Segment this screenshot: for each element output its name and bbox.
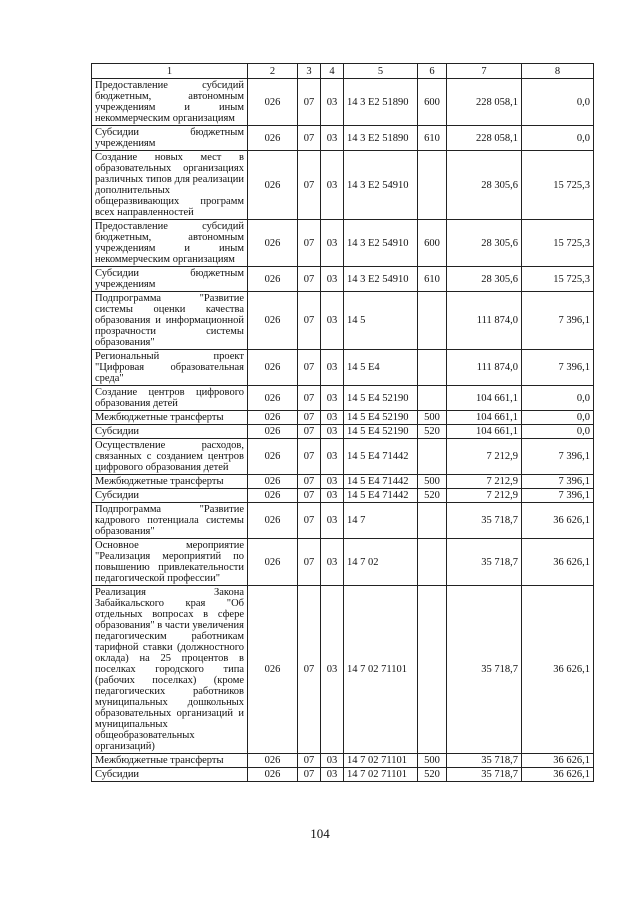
row-name-cell: Подпрограмма "Развитие системы оценки качества образования и информационной прозрачности системы образования" (92, 292, 248, 350)
target-article-cell: 14 7 02 71101 (344, 586, 418, 754)
target-article-cell: 14 5 E4 52190 (344, 386, 418, 411)
expense-type-cell: 600 (418, 79, 447, 126)
expense-type-cell: 500 (418, 475, 447, 489)
section-cell: 07 (298, 126, 321, 151)
amount-col8-cell: 7 396,1 (522, 489, 594, 503)
table-row (92, 386, 594, 411)
subsection-cell: 03 (321, 79, 344, 126)
table-row (92, 151, 594, 220)
subsection-cell: 03 (321, 439, 344, 475)
amount-col8-cell: 0,0 (522, 386, 594, 411)
target-article-cell: 14 5 E4 71442 (344, 475, 418, 489)
admin-code-cell: 026 (248, 79, 298, 126)
row-name-cell: Субсидии (92, 489, 248, 503)
amount-col7-cell: 104 661,1 (447, 386, 522, 411)
target-article-cell: 14 5 E4 (344, 350, 418, 386)
row-name-cell: Осуществление расходов, связанных с созданием центров цифрового образования детей (92, 439, 248, 475)
header-row (92, 64, 594, 79)
table-row (92, 586, 594, 754)
column-header: 6 (418, 64, 447, 79)
expense-type-cell (418, 386, 447, 411)
row-name-cell: Субсидии бюджетным учреждениям (92, 126, 248, 151)
admin-code-cell: 026 (248, 220, 298, 267)
expense-type-cell: 520 (418, 425, 447, 439)
table-row (92, 539, 594, 586)
amount-col8-cell: 15 725,3 (522, 267, 594, 292)
row-name-cell: Предоставление субсидий бюджетным, автономным учреждениям и иным некоммерческим организациям (92, 79, 248, 126)
amount-col8-cell: 36 626,1 (522, 539, 594, 586)
amount-col7-cell: 7 212,9 (447, 475, 522, 489)
row-name-cell: Субсидии (92, 768, 248, 782)
section-cell: 07 (298, 539, 321, 586)
subsection-cell: 03 (321, 425, 344, 439)
target-article-cell: 14 3 E2 54910 (344, 267, 418, 292)
amount-col8-cell: 0,0 (522, 411, 594, 425)
subsection-cell: 03 (321, 151, 344, 220)
subsection-cell: 03 (321, 754, 344, 768)
amount-col8-cell: 7 396,1 (522, 475, 594, 489)
section-cell: 07 (298, 439, 321, 475)
subsection-cell: 03 (321, 768, 344, 782)
amount-col8-cell: 15 725,3 (522, 151, 594, 220)
subsection-cell: 03 (321, 126, 344, 151)
admin-code-cell: 026 (248, 754, 298, 768)
amount-col8-cell: 7 396,1 (522, 350, 594, 386)
subsection-cell: 03 (321, 267, 344, 292)
expense-type-cell (418, 292, 447, 350)
section-cell: 07 (298, 350, 321, 386)
amount-col7-cell: 7 212,9 (447, 489, 522, 503)
row-name-cell: Межбюджетные трансферты (92, 754, 248, 768)
row-name-cell: Подпрограмма "Развитие кадрового потенциала системы образования" (92, 503, 248, 539)
admin-code-cell: 026 (248, 539, 298, 586)
table-row (92, 126, 594, 151)
section-cell: 07 (298, 754, 321, 768)
expense-type-cell: 500 (418, 411, 447, 425)
amount-col8-cell: 36 626,1 (522, 503, 594, 539)
amount-col8-cell: 7 396,1 (522, 292, 594, 350)
subsection-cell: 03 (321, 539, 344, 586)
section-cell: 07 (298, 489, 321, 503)
admin-code-cell: 026 (248, 768, 298, 782)
admin-code-cell: 026 (248, 126, 298, 151)
admin-code-cell: 026 (248, 439, 298, 475)
subsection-cell: 03 (321, 386, 344, 411)
table-row (92, 292, 594, 350)
admin-code-cell: 026 (248, 489, 298, 503)
admin-code-cell: 026 (248, 586, 298, 754)
expense-type-cell (418, 151, 447, 220)
amount-col8-cell: 15 725,3 (522, 220, 594, 267)
amount-col7-cell: 35 718,7 (447, 586, 522, 754)
amount-col7-cell: 28 305,6 (447, 220, 522, 267)
admin-code-cell: 026 (248, 425, 298, 439)
subsection-cell: 03 (321, 292, 344, 350)
subsection-cell: 03 (321, 503, 344, 539)
section-cell: 07 (298, 386, 321, 411)
target-article-cell: 14 5 E4 71442 (344, 489, 418, 503)
section-cell: 07 (298, 79, 321, 126)
amount-col7-cell: 35 718,7 (447, 768, 522, 782)
column-header: 4 (321, 64, 344, 79)
row-name-cell: Субсидии (92, 425, 248, 439)
row-name-cell: Предоставление субсидий бюджетным, автономным учреждениям и иным некоммерческим организациям (92, 220, 248, 267)
target-article-cell: 14 3 E2 54910 (344, 151, 418, 220)
table-row (92, 489, 594, 503)
amount-col7-cell: 35 718,7 (447, 539, 522, 586)
admin-code-cell: 026 (248, 292, 298, 350)
expense-type-cell: 500 (418, 754, 447, 768)
amount-col8-cell: 36 626,1 (522, 754, 594, 768)
row-name-cell: Межбюджетные трансферты (92, 411, 248, 425)
amount-col7-cell: 104 661,1 (447, 425, 522, 439)
column-header: 7 (447, 64, 522, 79)
row-name-cell: Создание новых мест в образовательных организациях различных типов для реализации дополнительных общеразвивающих программ всех направленностей (92, 151, 248, 220)
section-cell: 07 (298, 425, 321, 439)
target-article-cell: 14 5 E4 52190 (344, 425, 418, 439)
admin-code-cell: 026 (248, 267, 298, 292)
section-cell: 07 (298, 768, 321, 782)
target-article-cell: 14 5 (344, 292, 418, 350)
table-row (92, 425, 594, 439)
table-row (92, 79, 594, 126)
amount-col8-cell: 36 626,1 (522, 586, 594, 754)
amount-col7-cell: 228 058,1 (447, 79, 522, 126)
row-name-cell: Реализация Закона Забайкальского края "Об отдельных вопросах в сфере образования" в части увеличения педагогическим работникам тарифной ставки (должностного оклада) на 25 процентов в поселках городского типа (рабочих поселках) (кроме педагогических работников муниципальных дошкольных образовательных организаций и муниципальных общеобразовательных организаций) (92, 586, 248, 754)
row-name-cell: Межбюджетные трансферты (92, 475, 248, 489)
expense-type-cell: 610 (418, 267, 447, 292)
section-cell: 07 (298, 151, 321, 220)
amount-col8-cell: 36 626,1 (522, 768, 594, 782)
subsection-cell: 03 (321, 475, 344, 489)
amount-col8-cell: 7 396,1 (522, 439, 594, 475)
admin-code-cell: 026 (248, 411, 298, 425)
row-name-cell: Создание центров цифрового образования детей (92, 386, 248, 411)
amount-col7-cell: 7 212,9 (447, 439, 522, 475)
column-header: 2 (248, 64, 298, 79)
section-cell: 07 (298, 411, 321, 425)
amount-col7-cell: 28 305,6 (447, 267, 522, 292)
column-header: 5 (344, 64, 418, 79)
table-body (92, 79, 594, 782)
target-article-cell: 14 7 (344, 503, 418, 539)
table-row (92, 439, 594, 475)
row-name-cell: Основное мероприятие "Реализация мероприятий по повышению привлекательности педагогической профессии" (92, 539, 248, 586)
table-row (92, 475, 594, 489)
amount-col7-cell: 111 874,0 (447, 350, 522, 386)
target-article-cell: 14 5 E4 71442 (344, 439, 418, 475)
subsection-cell: 03 (321, 411, 344, 425)
amount-col7-cell: 35 718,7 (447, 754, 522, 768)
amount-col7-cell: 228 058,1 (447, 126, 522, 151)
table-row (92, 503, 594, 539)
section-cell: 07 (298, 292, 321, 350)
section-cell: 07 (298, 220, 321, 267)
section-cell: 07 (298, 267, 321, 292)
target-article-cell: 14 3 E2 54910 (344, 220, 418, 267)
target-article-cell: 14 5 E4 52190 (344, 411, 418, 425)
target-article-cell: 14 3 E2 51890 (344, 79, 418, 126)
row-name-cell: Региональный проект "Цифровая образовательная среда" (92, 350, 248, 386)
amount-col7-cell: 104 661,1 (447, 411, 522, 425)
target-article-cell: 14 7 02 71101 (344, 754, 418, 768)
table-row (92, 411, 594, 425)
expense-type-cell (418, 539, 447, 586)
admin-code-cell: 026 (248, 386, 298, 411)
subsection-cell: 03 (321, 489, 344, 503)
amount-col7-cell: 28 305,6 (447, 151, 522, 220)
admin-code-cell: 026 (248, 503, 298, 539)
table-row (92, 754, 594, 768)
expense-type-cell: 600 (418, 220, 447, 267)
section-cell: 07 (298, 475, 321, 489)
target-article-cell: 14 3 E2 51890 (344, 126, 418, 151)
subsection-cell: 03 (321, 350, 344, 386)
target-article-cell: 14 7 02 (344, 539, 418, 586)
subsection-cell: 03 (321, 586, 344, 754)
amount-col7-cell: 35 718,7 (447, 503, 522, 539)
table-row (92, 267, 594, 292)
row-name-cell: Субсидии бюджетным учреждениям (92, 267, 248, 292)
page-number: 104 (310, 826, 330, 841)
admin-code-cell: 026 (248, 475, 298, 489)
table-row (92, 350, 594, 386)
amount-col8-cell: 0,0 (522, 126, 594, 151)
section-cell: 07 (298, 586, 321, 754)
expense-type-cell (418, 503, 447, 539)
admin-code-cell: 026 (248, 350, 298, 386)
amount-col8-cell: 0,0 (522, 79, 594, 126)
section-cell: 07 (298, 503, 321, 539)
admin-code-cell: 026 (248, 151, 298, 220)
expense-type-cell (418, 439, 447, 475)
amount-col7-cell: 111 874,0 (447, 292, 522, 350)
table-row (92, 768, 594, 782)
target-article-cell: 14 7 02 71101 (344, 768, 418, 782)
table-row (92, 220, 594, 267)
column-header: 8 (522, 64, 594, 79)
expense-type-cell (418, 350, 447, 386)
expense-type-cell (418, 586, 447, 754)
budget-table (91, 63, 594, 782)
subsection-cell: 03 (321, 220, 344, 267)
expense-type-cell: 610 (418, 126, 447, 151)
amount-col8-cell: 0,0 (522, 425, 594, 439)
column-header: 1 (92, 64, 248, 79)
column-header: 3 (298, 64, 321, 79)
expense-type-cell: 520 (418, 489, 447, 503)
expense-type-cell: 520 (418, 768, 447, 782)
